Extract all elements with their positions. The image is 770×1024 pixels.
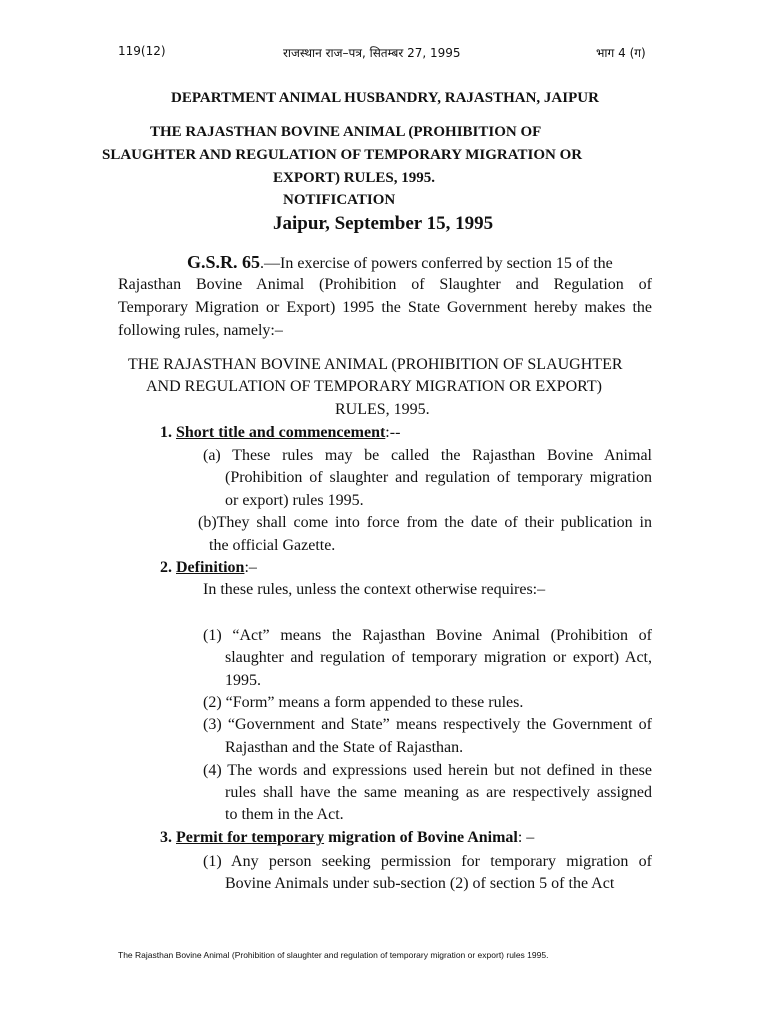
definition-3-line-1: (3) “Government and State” means respectively the Government of: [203, 716, 652, 733]
preamble-text-1: .—In exercise of powers conferred by section 15 of the: [260, 255, 613, 272]
title-line-3: EXPORT) RULES, 1995.: [273, 170, 435, 186]
section-2-intro: In these rules, unless the context otherwise requires:–: [203, 581, 546, 598]
page-footer: The Rajasthan Bovine Animal (Prohibition of slaughter and regulation of temporary migration or export) rules 1995.: [118, 950, 549, 960]
definition-3-line-2: Rajasthan and the State of Rajasthan.: [225, 739, 464, 756]
section-1-number: 1.: [160, 424, 172, 441]
section-3-number: 3.: [160, 829, 172, 846]
definition-1-line-2: slaughter and regulation of temporary migration or export) Act,: [225, 649, 652, 666]
section-3-suffix: : –: [517, 829, 535, 846]
page-number: 119(12): [118, 44, 166, 58]
section-1-title: Short title and commencement: [176, 424, 386, 441]
rules-title-line-2: AND REGULATION OF TEMPORARY MIGRATION OR EXPORT): [146, 378, 602, 395]
section-3-p1-line-2: Bovine Animals under sub-section (2) of section 5 of the Act: [225, 875, 615, 892]
section-1-suffix: :--: [385, 424, 401, 441]
section-1a-line-1: (a) These rules may be called the Rajasthan Bovine Animal: [203, 447, 652, 464]
definition-4-line-2: rules shall have the same meaning as are respectively assigned: [225, 784, 652, 801]
preamble-line-4: following rules, namely:–: [118, 322, 283, 339]
section-3-heading: [160, 829, 534, 847]
preamble-line-2: Rajasthan Bovine Animal (Prohibition of Slaughter and Regulation of: [118, 276, 652, 293]
section-3-title-underlined: Permit for temporary: [176, 829, 325, 846]
title-line-2: SLAUGHTER AND REGULATION OF TEMPORARY MIGRATION OR: [102, 147, 583, 163]
definition-2-line-1: (2) “Form” means a form appended to these rules.: [203, 694, 524, 711]
section-3-p1-line-1: (1) Any person seeking permission for temporary migration of: [203, 853, 652, 870]
notification-label: NOTIFICATION: [283, 192, 396, 208]
rules-title-line-3: RULES, 1995.: [335, 401, 430, 418]
section-1b-line-1: (b)They shall come into force from the date of their publication in: [198, 514, 652, 531]
definition-4-line-3: to them in the Act.: [225, 806, 344, 823]
section-2-heading: [160, 559, 257, 577]
definition-1-line-1: (1) “Act” means the Rajasthan Bovine Animal (Prohibition of: [203, 627, 652, 644]
section-1a-line-2: (Prohibition of slaughter and regulation of temporary migration: [225, 469, 652, 486]
gsr-number: G.S.R. 65: [187, 252, 261, 272]
title-line-1: THE RAJASTHAN BOVINE ANIMAL (PROHIBITION OF: [150, 124, 542, 140]
section-2-title: Definition: [176, 559, 245, 576]
preamble-line-1: [187, 252, 613, 273]
department-heading: DEPARTMENT ANIMAL HUSBANDRY, RAJASTHAN, JAIPUR: [171, 90, 599, 106]
rules-title-line-1: THE RAJASTHAN BOVINE ANIMAL (PROHIBITION OF SLAUGHTER: [128, 356, 623, 373]
gazette-title: राजस्थान राज–पत्र, सितम्बर 27, 1995: [283, 46, 461, 60]
definition-4-line-1: (4) The words and expressions used herein but not defined in these: [203, 762, 652, 779]
section-1b-line-2: the official Gazette.: [209, 537, 336, 554]
section-2-number: 2.: [160, 559, 172, 576]
gazette-part: भाग 4 (ग): [596, 46, 646, 60]
section-2-suffix: :–: [244, 559, 257, 576]
definition-1-line-3: 1995.: [225, 672, 261, 689]
date-line: Jaipur, September 15, 1995: [273, 213, 494, 234]
section-1-heading: [160, 424, 400, 442]
preamble-line-3: Temporary Migration or Export) 1995 the State Government hereby makes the: [118, 299, 652, 316]
section-1a-line-3: or export) rules 1995.: [225, 492, 364, 509]
section-3-title-rest: migration of Bovine Animal: [324, 829, 518, 846]
